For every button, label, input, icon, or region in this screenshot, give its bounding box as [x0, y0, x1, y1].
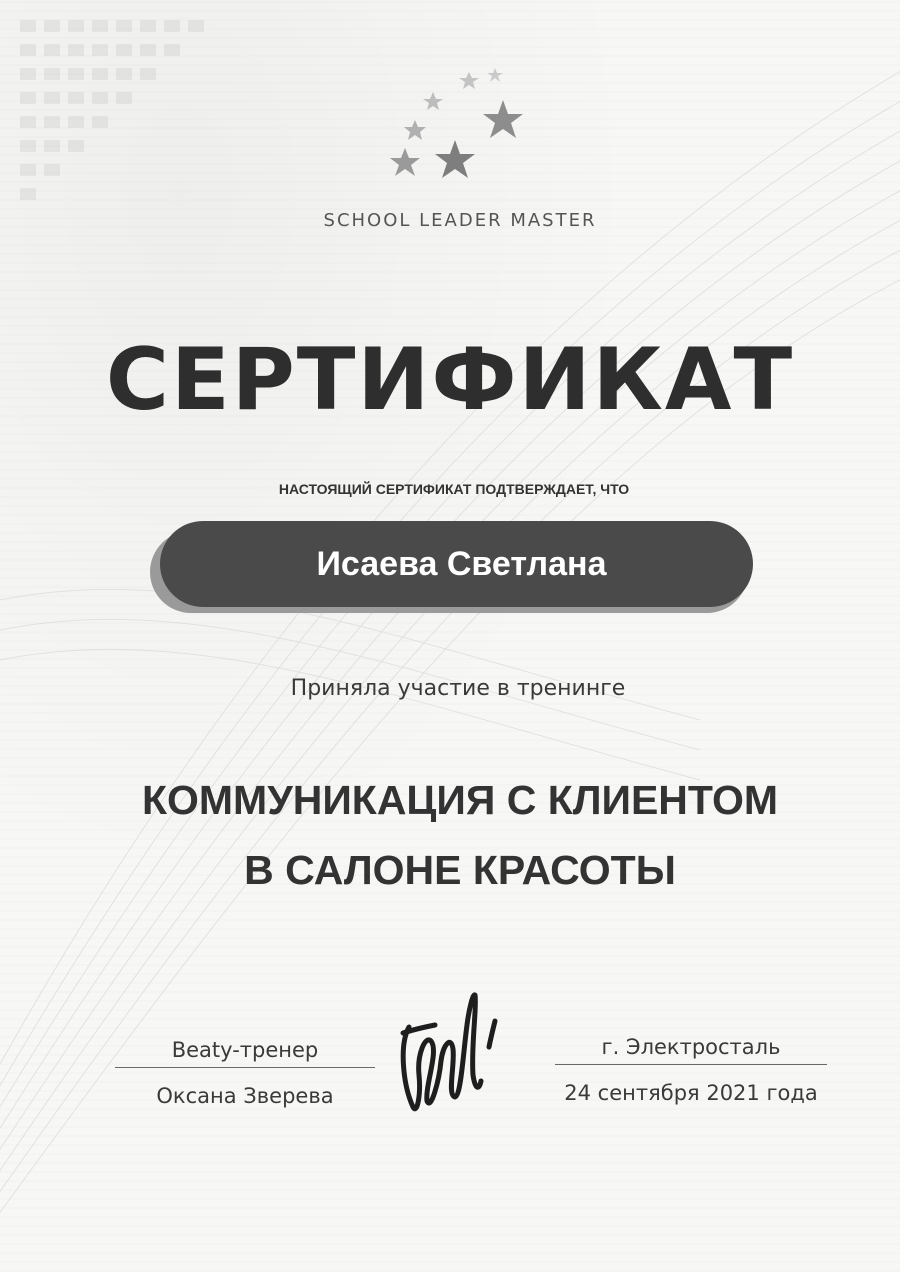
- brand-name: SCHOOL LEADER MASTER: [323, 210, 597, 231]
- issue-date: 24 сентября 2021 года: [564, 1081, 818, 1105]
- certificate-subtitle: НАСТОЯЩИЙ СЕРТИФИКАТ ПОДТВЕРЖДАЕТ, ЧТО: [278, 481, 630, 497]
- recipient-name: Исаева Светлана: [316, 544, 607, 583]
- trainer-divider: [115, 1067, 375, 1068]
- handwritten-signature: [395, 985, 515, 1125]
- course-title-line-1: КОММУНИКАЦИЯ С КЛИЕНТОМ: [141, 777, 778, 823]
- place-date-block: [555, 1030, 827, 1113]
- course-title-line-2: В САЛОНЕ КРАСОТЫ: [244, 847, 676, 893]
- course-title: [0, 765, 900, 905]
- place-date-divider: [555, 1064, 827, 1065]
- stars-arc-icon: [385, 62, 545, 202]
- recipient-name-bar: [160, 521, 753, 607]
- trainer-block: [115, 1033, 375, 1116]
- participation-text: Приняла участие в тренинге: [290, 676, 626, 701]
- trainer-role: Beaty-тренер: [171, 1038, 319, 1062]
- certificate-title: СЕРТИФИКАТ: [105, 330, 795, 430]
- trainer-name: Оксана Зверева: [156, 1084, 334, 1108]
- city: г. Электросталь: [601, 1035, 781, 1059]
